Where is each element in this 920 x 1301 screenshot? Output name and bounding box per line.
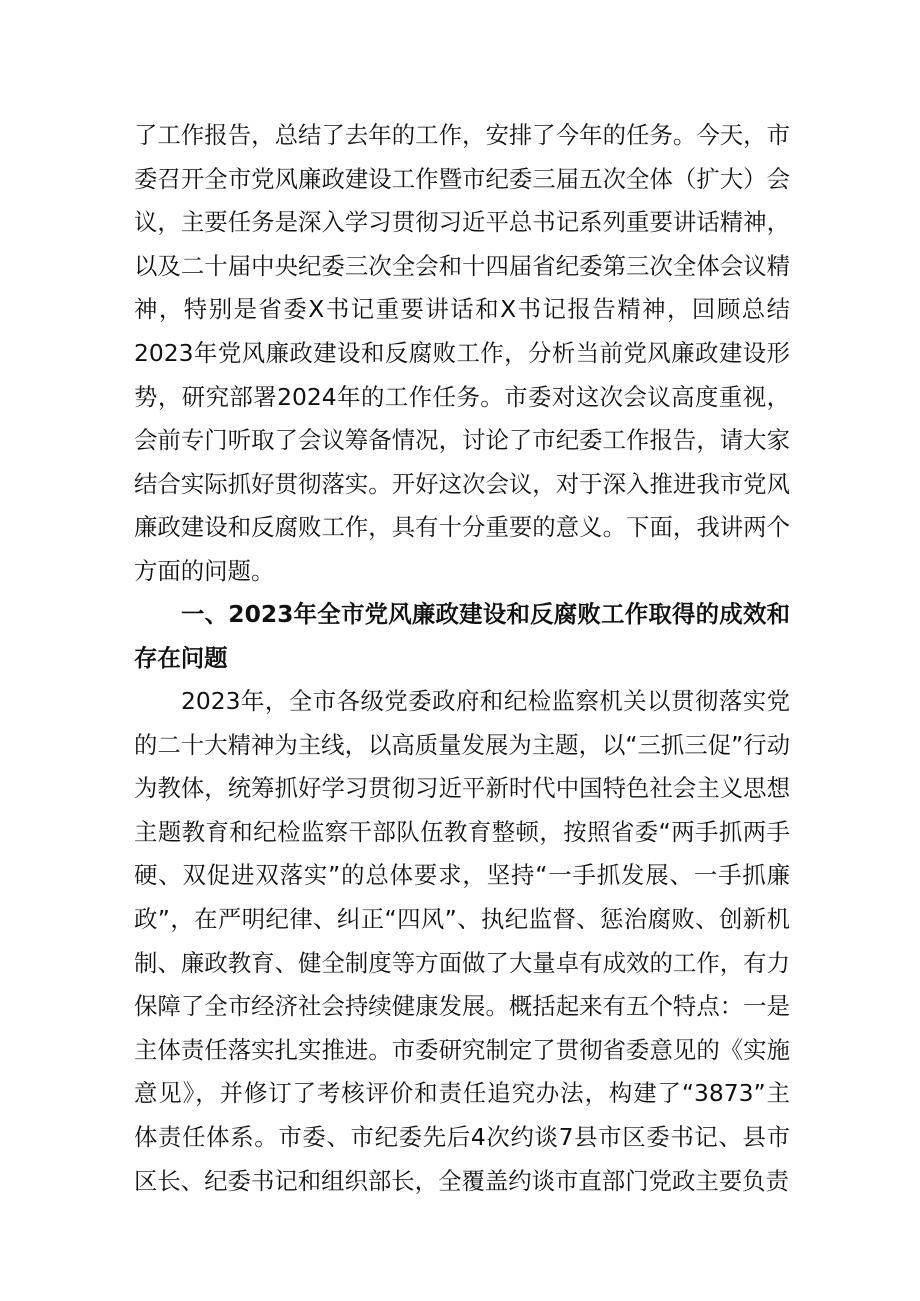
section-heading: 一、2023年全市党风廉政建设和反腐败工作取得的成效和存在问题 bbox=[134, 600, 790, 672]
body-paragraph-intro: 了工作报告，总结了去年的工作，安排了今年的任务。今天，市委召开全市党风廉政建设工作暨市纪委三届五次全体（扩大）会议，主要任务是深入学习贯彻习近平总书记系列重要讲话精神，以及二十届中央纪委三次全会和十四届省纪委第三次全体会议精神，特别是省委X书记重要讲话和X书记报告精神，回顾总结2023年党风廉政建设和反腐败工作，分析当前党风廉政建设形势，研究部署2024年的工作任务。市委对这次会议高度重视，会前专门听取了会议筹备情况，讨论了市纪委工作报告，请大家结合实际抓好贯彻落实。开好这次会议，对于深入推进我市党风廉政建设和反腐败工作，具有十分重要的意义。下面，我讲两个方面的问题。 bbox=[134, 121, 790, 585]
body-paragraph-achievements: 2023年，全市各级党委政府和纪检监察机关以贯彻落实党的二十大精神为主线，以高质量发展为主题，以“三抓三促”行动为教体，统筹抓好学习贯彻习近平新时代中国特色社会主义思想主题教育和纪检监察干部队伍教育整顿，按照省委“两手抓两手硬、双促进双落实”的总体要求，坚持“一手抓发展、一手抓廉政”，在严明纪律、纠正“四风”、执纪监督、惩治腐败、创新机制、廉政教育、健全制度等方面做了大量卓有成效的工作，有力保障了全市经济社会持续健康发展。概括起来有五个特点：一是主体责任落实扎实推进。市委研究制定了贯彻省委意见的《实施意见》，并修订了考核评价和责任追究办法，构建了“3873”主体责任体系。市委、市纪委先后4次约谈7县市区委书记、县市区长、纪委书记和组织部长，全覆盖约谈市直部门党政主要负责 bbox=[134, 687, 790, 1195]
